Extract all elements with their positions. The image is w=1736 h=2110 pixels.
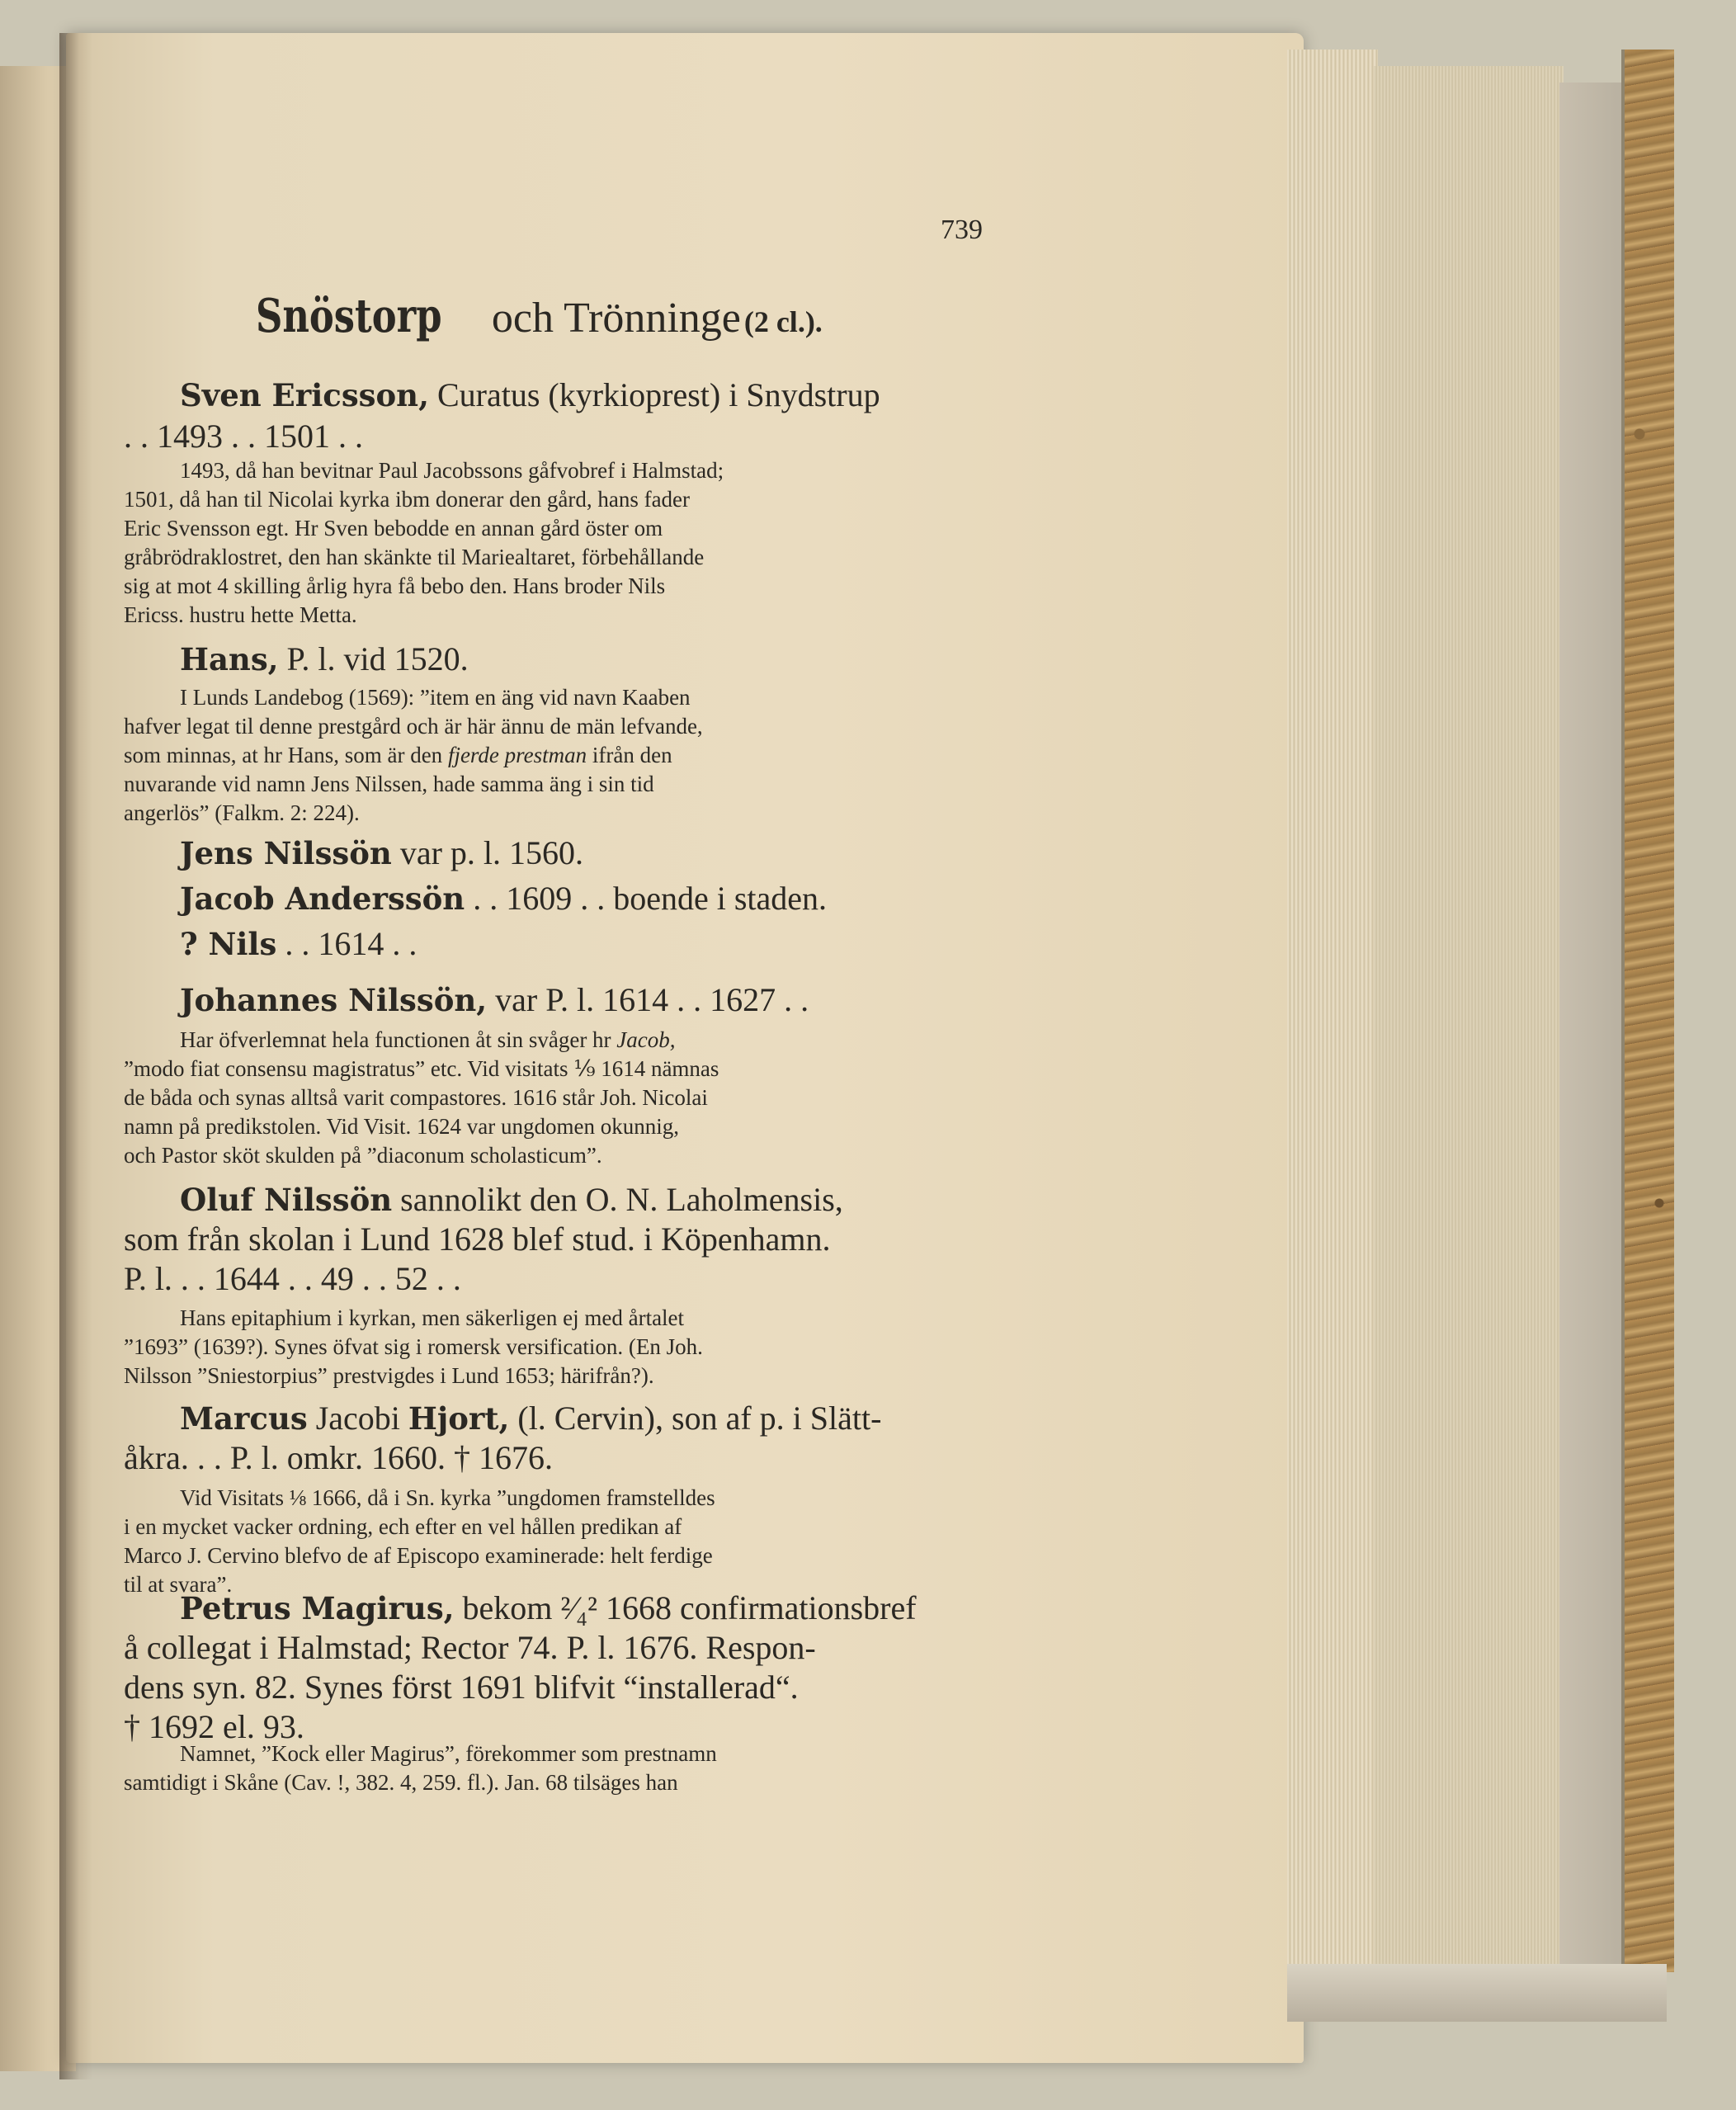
entry-heading: Oluf Nilssön sannolikt den O. N. Laholmensis, bbox=[180, 1181, 843, 1218]
title-main: Snöstorp bbox=[256, 289, 442, 343]
entry-heading: Hans, P. l. vid 1520. bbox=[180, 640, 469, 677]
entry-heading-line: som från skolan i Lund 1628 blef stud. i Köpenhamn. bbox=[124, 1220, 831, 1258]
entry-heading-line: å collegat i Halmstad; Rector 74. P. l. 1676. Respon- bbox=[124, 1629, 816, 1666]
entry-body-line: Vid Visitats ⅛ 1666, då i Sn. kyrka ”ungdomen framstelldes bbox=[180, 1485, 715, 1510]
book-gutter bbox=[59, 33, 92, 2079]
entry-body-line: ”modo fiat consensu magistratus” etc. Vid visitats ⅑ 1614 nämnas bbox=[124, 1056, 719, 1081]
entry-body-line: hafver legat til denne prestgård och är här ännu de män lefvande, bbox=[124, 714, 703, 739]
entry-heading: ? Nils . . 1614 . . bbox=[180, 925, 417, 962]
entry-body-line: I Lunds Landebog (1569): ”item en äng vid navn Kaaben bbox=[180, 685, 691, 710]
entry-heading-line: P. l. . . 1644 . . 49 . . 52 . . bbox=[124, 1260, 461, 1297]
entry-body-line: gråbrödraklostret, den han skänkte til Mariealtaret, förbehållande bbox=[124, 545, 705, 569]
entry-body-line: nuvarande vid namn Jens Nilssen, hade samma äng i sin tid bbox=[124, 772, 654, 796]
page-title bbox=[256, 289, 823, 343]
entry-body-line: Marco J. Cervino blefvo de af Episcopo examinerade: helt ferdige bbox=[124, 1543, 713, 1568]
entry-heading: Jacob Anderssön . . 1609 . . boende i staden. bbox=[180, 880, 828, 917]
entry-body-line: namn på predikstolen. Vid Visit. 1624 var ungdomen okunnig, bbox=[124, 1114, 679, 1139]
entry-heading: Sven Ericsson, Curatus (kyrkioprest) i Snydstrup bbox=[180, 376, 880, 413]
page-stack bbox=[1374, 66, 1564, 1989]
page-edges bbox=[1287, 50, 1378, 1972]
title-rest: och Trönninge bbox=[491, 295, 741, 342]
entry-body-line: och Pastor sköt skulden på ”diaconum scholasticum”. bbox=[124, 1143, 602, 1168]
title-class: (2 cl.). bbox=[743, 305, 823, 338]
entry-heading-line: dens syn. 82. Synes först 1691 blifvit “installerad“. bbox=[124, 1669, 799, 1706]
entry-heading-line: åkra. . . P. l. omkr. 1660. † 1676. bbox=[124, 1439, 553, 1476]
entry-body-line: Eric Svensson egt. Hr Sven bebodde en annan gård öster om bbox=[124, 516, 663, 540]
entry-body-line: sig at mot 4 skilling årlig hyra få bebo den. Hans broder Nils bbox=[124, 574, 666, 598]
page-stack-back bbox=[1559, 83, 1625, 1980]
entry-body-line: Namnet, ”Kock eller Magirus”, förekommer som prestnamn bbox=[180, 1741, 717, 1766]
entry-heading-line: † 1692 el. 93. bbox=[124, 1708, 304, 1745]
entry-body-line: i en mycket vacker ordning, ech efter en vel hållen predikan af bbox=[124, 1514, 682, 1539]
entry-body-line: samtidigt i Skåne (Cav. !, 382. 4, 259. fl.). Jan. 68 tilsäges han bbox=[124, 1770, 678, 1795]
entry-heading: Jens Nilssön var p. l. 1560. bbox=[180, 834, 584, 871]
entry-heading: Marcus Jacobi Hjort, (l. Cervin), son af p. i Slätt- bbox=[180, 1400, 882, 1437]
entry-body-line: Ericss. hustru hette Metta. bbox=[124, 602, 357, 627]
entry-body-line: de båda och synas alltså varit compastores. 1616 står Joh. Nicolai bbox=[124, 1085, 708, 1110]
page-number: 739 bbox=[941, 215, 983, 245]
entry-body-line: Hans epitaphium i kyrkan, men säkerligen ej med årtalet bbox=[180, 1305, 685, 1330]
entry-heading: Johannes Nilssön, var P. l. 1614 . . 1627 . . bbox=[180, 981, 809, 1018]
entry-body-line: Har öfverlemnat hela functionen åt sin svåger hr Jacob, bbox=[180, 1027, 676, 1052]
entry-body-line: 1493, då han bevitnar Paul Jacobssons gåfvobref i Halmstad; bbox=[180, 458, 724, 483]
entry-heading: Petrus Magirus, bekom ²⁄₄² 1668 confirmationsbref bbox=[180, 1589, 917, 1626]
entry-body-line: til at svara”. bbox=[124, 1572, 233, 1597]
entry-dates: . . 1493 . . 1501 . . bbox=[124, 418, 363, 455]
entry-body-line: Nilsson ”Sniestorpius” prestvigdes i Lund 1653; härifrån?). bbox=[124, 1363, 654, 1388]
entry-body-line: 1501, då han til Nicolai kyrka ibm donerar den gård, hans fader bbox=[124, 487, 691, 512]
marbled-cover bbox=[1621, 50, 1674, 1972]
entry-body-line: som minnas, at hr Hans, som är den fjerde prestman ifrån den bbox=[124, 743, 672, 767]
book-board bbox=[1287, 1964, 1667, 2022]
entry-body-line: ”1693” (1639?). Synes öfvat sig i romersk versification. (En Joh. bbox=[124, 1334, 703, 1359]
entry-body-line: angerlös” (Falkm. 2: 224). bbox=[124, 800, 360, 825]
